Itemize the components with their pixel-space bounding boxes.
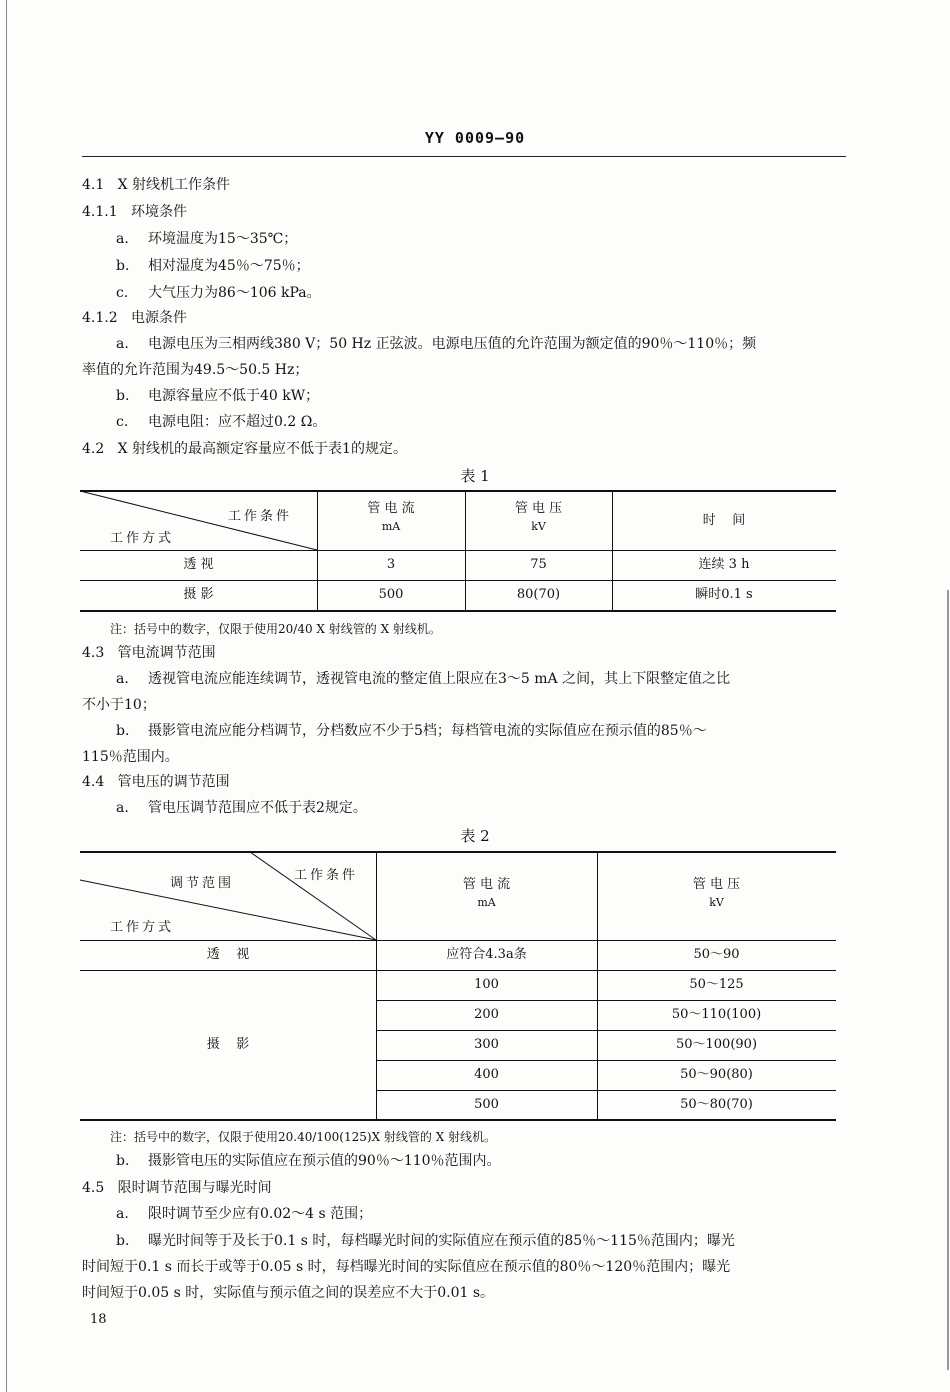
section-number: 4.4	[82, 774, 105, 790]
table2-cell-voltage: 50～90(80)	[680, 1067, 753, 1082]
list-item-text: 电源容量应不低于40 kW；	[148, 388, 320, 404]
table1-cell-current: 3	[386, 557, 396, 572]
header-label: 管 电 流	[462, 877, 511, 892]
table2-cell-mode-radio: 摄 影	[206, 1037, 250, 1052]
list-item-text: 摄影管电压的实际值应在预示值的90％～110％范围内。	[148, 1153, 501, 1169]
section-title: X 射线机的最高额定容量应不低于表1的规定。	[117, 441, 407, 457]
table1-caption: 表 1	[460, 467, 490, 485]
table2-cell-current: 100	[474, 977, 499, 992]
list-item-text: 管电压调节范围应不低于表2规定。	[148, 800, 367, 816]
table2-cell-voltage: 50～80(70)	[680, 1097, 753, 1112]
section-number: 4.5	[82, 1180, 105, 1196]
table2-caption: 表 2	[460, 827, 490, 845]
table1-cell-current: 500	[378, 587, 404, 602]
table1-cell-voltage: 80(70)	[516, 587, 561, 602]
list-item-text: 限时调节至少应有0.02～4 s 范围；	[148, 1206, 373, 1222]
table1-diag-label-conditions: 工作条件	[228, 509, 293, 524]
section-number: 4.3	[82, 645, 105, 661]
list-item-label: a.	[116, 231, 129, 247]
list-item-continuation: 时间短于0.05 s 时，实际值与预示值之间的误差应不大于0.01 s。	[82, 1285, 495, 1301]
page-header-standard: YY 0009—90	[424, 129, 526, 147]
list-item-label: c.	[116, 285, 129, 301]
list-item-continuation: 不小于10；	[82, 697, 156, 713]
section-title: 电源条件	[130, 310, 187, 326]
header-label: 管 电 流	[367, 501, 415, 516]
section-number: 4.1	[82, 177, 105, 193]
table2-cell-current: 200	[474, 1007, 499, 1022]
table2-cell-voltage: 50～125	[689, 977, 744, 992]
list-item-label: c.	[116, 414, 129, 430]
list-item-label: a.	[116, 800, 129, 816]
list-item-label: a.	[116, 1206, 129, 1222]
list-item-continuation: 时间短于0.1 s 而长于或等于0.05 s 时，每档曝光时间的实际值应在预示值的80％～120％范围内；曝光	[82, 1259, 731, 1275]
list-item-label: b.	[116, 723, 130, 739]
table2-header-current	[376, 876, 597, 912]
table2-diag-label-range: 调节范围	[170, 876, 235, 891]
list-item-continuation: 115％范围内。	[82, 749, 179, 765]
table1-header-time: 时 间	[702, 513, 746, 528]
section-title: 管电流调节范围	[117, 645, 216, 661]
list-item-text: 电源电压为三相两线380 V；50 Hz 正弦波。电源电压值的允许范围为额定值的90％～110％；频	[148, 336, 757, 352]
section-title: 限时调节范围与曝光时间	[117, 1180, 272, 1196]
list-item-label: a.	[116, 671, 129, 687]
list-item-text: 相对湿度为45％～75％；	[148, 258, 310, 274]
table2-cell-mode-fluoro: 透 视	[206, 947, 250, 962]
header-unit: mA	[477, 896, 496, 909]
table2-cell-current: 应符合4.3a条	[446, 947, 527, 962]
header-label: 管 电 压	[692, 877, 741, 892]
table2-cell-voltage: 50～110(100)	[671, 1007, 762, 1022]
list-item-text: 电源电阻：应不超过0.2 Ω。	[148, 414, 327, 430]
list-item-text: 摄影管电流应能分档调节，分档数应不少于5档；每档管电流的实际值应在预示值的85％～	[148, 723, 707, 739]
table2-cell-voltage: 50～90	[693, 947, 740, 962]
table2-cell-current: 500	[474, 1097, 499, 1112]
list-item-text: 透视管电流应能连续调节，透视管电流的整定值上限应在3～5 mA 之间，其上下限整定值之比	[148, 671, 731, 687]
table1-cell-time: 瞬时0.1 s	[695, 587, 753, 602]
table1-cell-time: 连续 3 h	[698, 557, 750, 572]
list-item-label: b.	[116, 1153, 130, 1169]
header-unit: mA	[381, 520, 401, 533]
list-item-label: b.	[116, 388, 130, 404]
table2-diag-label-conditions: 工作条件	[294, 868, 359, 883]
list-item-text: 曝光时间等于及长于0.1 s 时，每档曝光时间的实际值应在预示值的85％～115％范围内；曝光	[148, 1233, 735, 1249]
table1-cell-voltage: 75	[530, 557, 547, 572]
section-number: 4.2	[82, 441, 105, 457]
table2-cell-current: 300	[474, 1037, 499, 1052]
table1-note: 注：括号中的数字，仅限于使用20/40 X 射线管的 X 射线机。	[110, 622, 441, 636]
list-item-label: a.	[116, 336, 129, 352]
section-number: 4.1.2	[82, 310, 118, 326]
page-number: 18	[90, 1312, 107, 1327]
table1-diag-label-mode: 工作方式	[110, 531, 175, 546]
list-item-label: b.	[116, 258, 130, 274]
list-item-text: 大气压力为86～106 kPa。	[148, 285, 321, 301]
section-title: X 射线机工作条件	[117, 177, 231, 193]
section-4-5	[82, 1178, 272, 1198]
section-number: 4.1.1	[82, 204, 118, 220]
table2-note: 注：括号中的数字，仅限于使用20.40/100(125)X 射线管的 X 射线机。	[110, 1130, 497, 1144]
header-unit: kV	[709, 896, 724, 909]
table2-diag-label-mode: 工作方式	[110, 920, 175, 935]
table2-cell-current: 400	[474, 1067, 499, 1082]
list-item-text: 环境温度为15～35℃；	[148, 231, 298, 247]
list-item-continuation: 率值的允许范围为49.5～50.5 Hz；	[82, 362, 309, 378]
list-item-label: b.	[116, 1233, 130, 1249]
table2-cell-voltage: 50～100(90)	[675, 1037, 758, 1052]
table1-cell-mode: 摄 影	[183, 587, 214, 602]
header-unit: kV	[531, 520, 546, 533]
header-label: 管 电 压	[514, 501, 563, 516]
section-title: 环境条件	[130, 204, 187, 220]
section-title: 管电压的调节范围	[117, 774, 230, 790]
table2-header-voltage	[597, 876, 836, 912]
table1-cell-mode: 透 视	[183, 557, 214, 572]
